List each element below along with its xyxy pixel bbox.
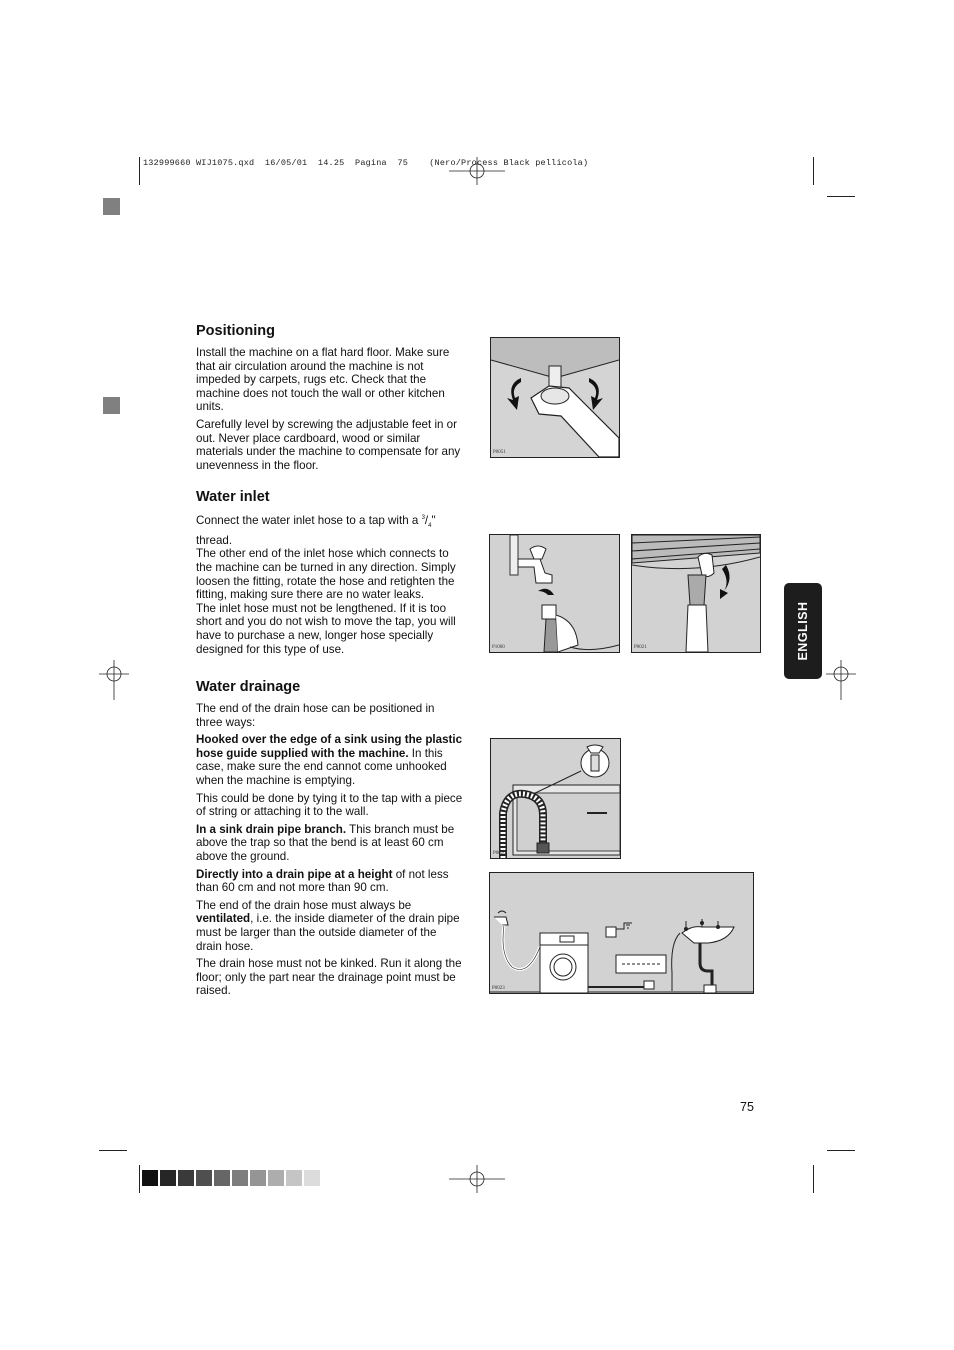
- section-heading: Positioning: [196, 323, 275, 339]
- color-swatch: [268, 1170, 284, 1186]
- crop-mark: [827, 196, 855, 197]
- crop-mark: [827, 1150, 855, 1151]
- registration-mark-bottom: [449, 1165, 505, 1193]
- crop-mark: [139, 157, 140, 185]
- color-swatch: [286, 1170, 302, 1186]
- language-tab: [784, 583, 822, 679]
- paragraph: The other end of the inlet hose which connects to the machine can be turned in any direction. Simply loosen the fitting, rotate the hose and retighten the fitting, making sure there are no water leaks.: [196, 547, 456, 602]
- paragraph: Directly into a drain pipe at a height of not less than 60 cm and not more than 90 cm.: [196, 867, 449, 895]
- color-swatch: [304, 1170, 320, 1186]
- figure-code: P0021: [634, 645, 647, 650]
- crop-mark: [99, 1150, 127, 1151]
- paragraph: The end of the drain hose can be positioned in three ways:: [196, 702, 435, 729]
- paragraph: Carefully level by screwing the adjustable feet in or out. Never place cardboard, wood or similar materials under the machine to compensate for any unevenness in the floor.: [196, 417, 461, 472]
- crop-mark: [813, 1165, 814, 1193]
- paragraph: Hooked over the edge of a sink using the plastic hose guide supplied with the machine. In this case, make sure the end cannot come unhooked when the machine is emptying.: [196, 733, 463, 787]
- color-swatch: [232, 1170, 248, 1186]
- margin-marker: [103, 198, 120, 215]
- figure-tap-connection: [489, 534, 620, 653]
- paragraph: The inlet hose must not be lengthened. If it is too short and you do not wish to move the tap, you will have to purchase a new, longer hose specially designed for this type of use.: [196, 601, 456, 656]
- color-swatch: [142, 1170, 158, 1186]
- figure-code: P0020: [493, 851, 506, 856]
- print-slug: 132999660 WIJ1075.qxd 16/05/01 14.25 Pagina 75 (Nero/Process Black pellicola): [143, 158, 589, 168]
- registration-mark-left: [99, 660, 129, 700]
- paragraph: The drain hose must not be kinked. Run it along the floor; only the part near the drainage point must be raised.: [196, 957, 462, 998]
- paragraph: This could be done by tying it to the tap with a piece of string or attaching it to the wall.: [196, 791, 463, 819]
- figure-levelling-feet: [490, 337, 620, 458]
- language-tab-label: ENGLISH: [796, 601, 810, 661]
- paragraph: Connect the water inlet hose to a tap with a $^3/_4$" thread.: [196, 513, 436, 547]
- page-number: 75: [740, 1100, 754, 1114]
- paragraph: In a sink drain pipe branch. This branch must be above the trap so that the bend is at least 60 cm above the ground.: [196, 822, 455, 863]
- color-swatch: [160, 1170, 176, 1186]
- figure-installation-overview: [489, 872, 754, 994]
- crop-mark: [139, 1165, 140, 1193]
- margin-marker: [103, 397, 120, 414]
- registration-mark-right: [826, 660, 856, 700]
- paragraph: Install the machine on a flat hard floor. Make sure that air circulation around the machine is not impeded by carpets, rugs etc. Check that the machine does not touch the wall or other kitchen units.: [196, 346, 450, 414]
- color-swatch: [178, 1170, 194, 1186]
- positioning-section: [196, 322, 464, 476]
- figure-code: P0051: [493, 450, 506, 455]
- paragraph: The end of the drain hose must always be ventilated, i.e. the inside diameter of the drain pipe must be larger than the outside diameter of the drain hose.: [196, 898, 460, 953]
- figure-hose-machine: [631, 534, 761, 653]
- figure-code: P0023: [492, 986, 505, 991]
- water-inlet-section: [196, 488, 464, 656]
- crop-mark: [813, 157, 814, 185]
- color-swatch: [250, 1170, 266, 1186]
- color-swatch: [214, 1170, 230, 1186]
- figure-hose-over-sink: [490, 738, 621, 859]
- figure-code: P1000: [492, 645, 505, 650]
- section-heading: Water inlet: [196, 489, 270, 505]
- section-heading: Water drainage: [196, 679, 301, 695]
- registration-mark-top: [449, 157, 505, 185]
- color-swatch: [196, 1170, 212, 1186]
- water-drainage-section: [196, 678, 464, 1002]
